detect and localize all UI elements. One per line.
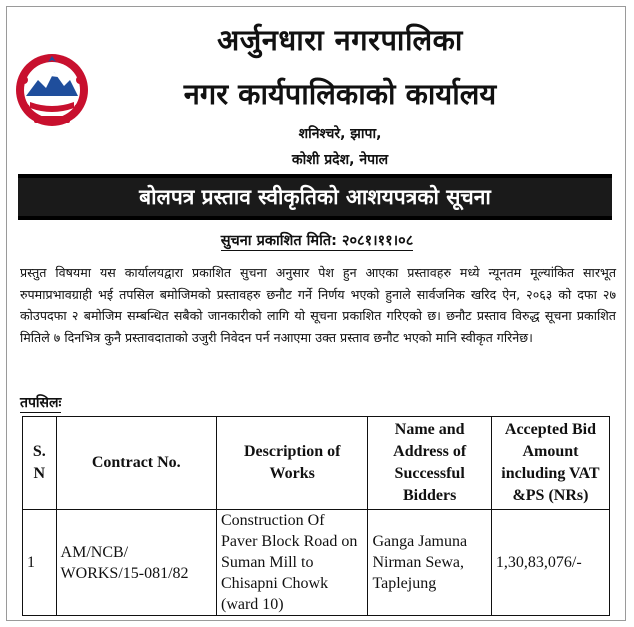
header-bidder: Name and Address of Successful Bidders — [368, 417, 491, 510]
published-date — [0, 230, 634, 250]
header-contract-no: Contract No. — [56, 417, 216, 510]
header-amount: Accepted Bid Amount including VAT &PS (NRs) — [491, 417, 609, 510]
bid-table — [22, 416, 610, 616]
municipality-name: अर्जुनधारा नगरपालिका — [217, 23, 463, 57]
table-header-row — [23, 417, 610, 510]
tapasil-label: तपसिलः — [20, 395, 62, 411]
nepal-government-emblem-icon — [12, 50, 92, 130]
cell-amount: 1,30,83,076/- — [491, 510, 609, 616]
cell-contract-no: AM/NCB/ WORKS/15-081/82 — [56, 510, 216, 616]
header-sn: S. N — [23, 417, 57, 510]
address-line-1: शनिश्चरे, झापा, — [298, 126, 382, 142]
table-row — [23, 510, 610, 616]
cell-sn: 1 — [23, 510, 57, 616]
office-name: नगर कार्यपालिकाको कार्यालय — [183, 77, 497, 111]
address-line-2: कोशी प्रदेश, नेपाल — [291, 152, 389, 168]
cell-description: Construction Of Paver Block Road on Suman Mill to Chisapni Chowk (ward 10) — [216, 510, 367, 616]
header-description: Description of Works — [216, 417, 367, 510]
published-date-text: सुचना प्रकाशित मिति: २०८१।११।०८ — [220, 233, 414, 249]
notice-banner: बोलपत्र प्रस्ताव स्वीकृतिको आशयपत्रको सूचना — [18, 174, 612, 220]
notice-body: प्रस्तुत विषयमा यस कार्यालयद्वारा प्रकाशित सुचना अनुसार पेश हुन आएका प्रस्तावहरु मध्ये न्यूनतम मूल्यांकित सारभूत रुपमाप्रभावग्राही भई तपसिल बमोजिमको प्रस्तावहरु छनौट गर्ने निर्णय भएको हुनाले सार्वजनिक खरिद ऐन, २०६३ को दफा २७ कोउपदफा २ बमोजिम सम्बन्धित सबैको जानकारीको लागि यो सूचना प्रकाशित गरिएको छ। छनौट प्रस्ताव विरुद्ध सूचना प्रकाशित मितिले ७ दिनभित्र कुनै प्रस्तावदाताको उजुरी निवेदन पर्न नआएमा उक्त प्रस्ताव छनौट भएको मानि स्वीकृत गरिनेछ। — [20, 265, 616, 345]
cell-bidder: Ganga Jamuna Nirman Sewa, Taplejung — [368, 510, 491, 616]
